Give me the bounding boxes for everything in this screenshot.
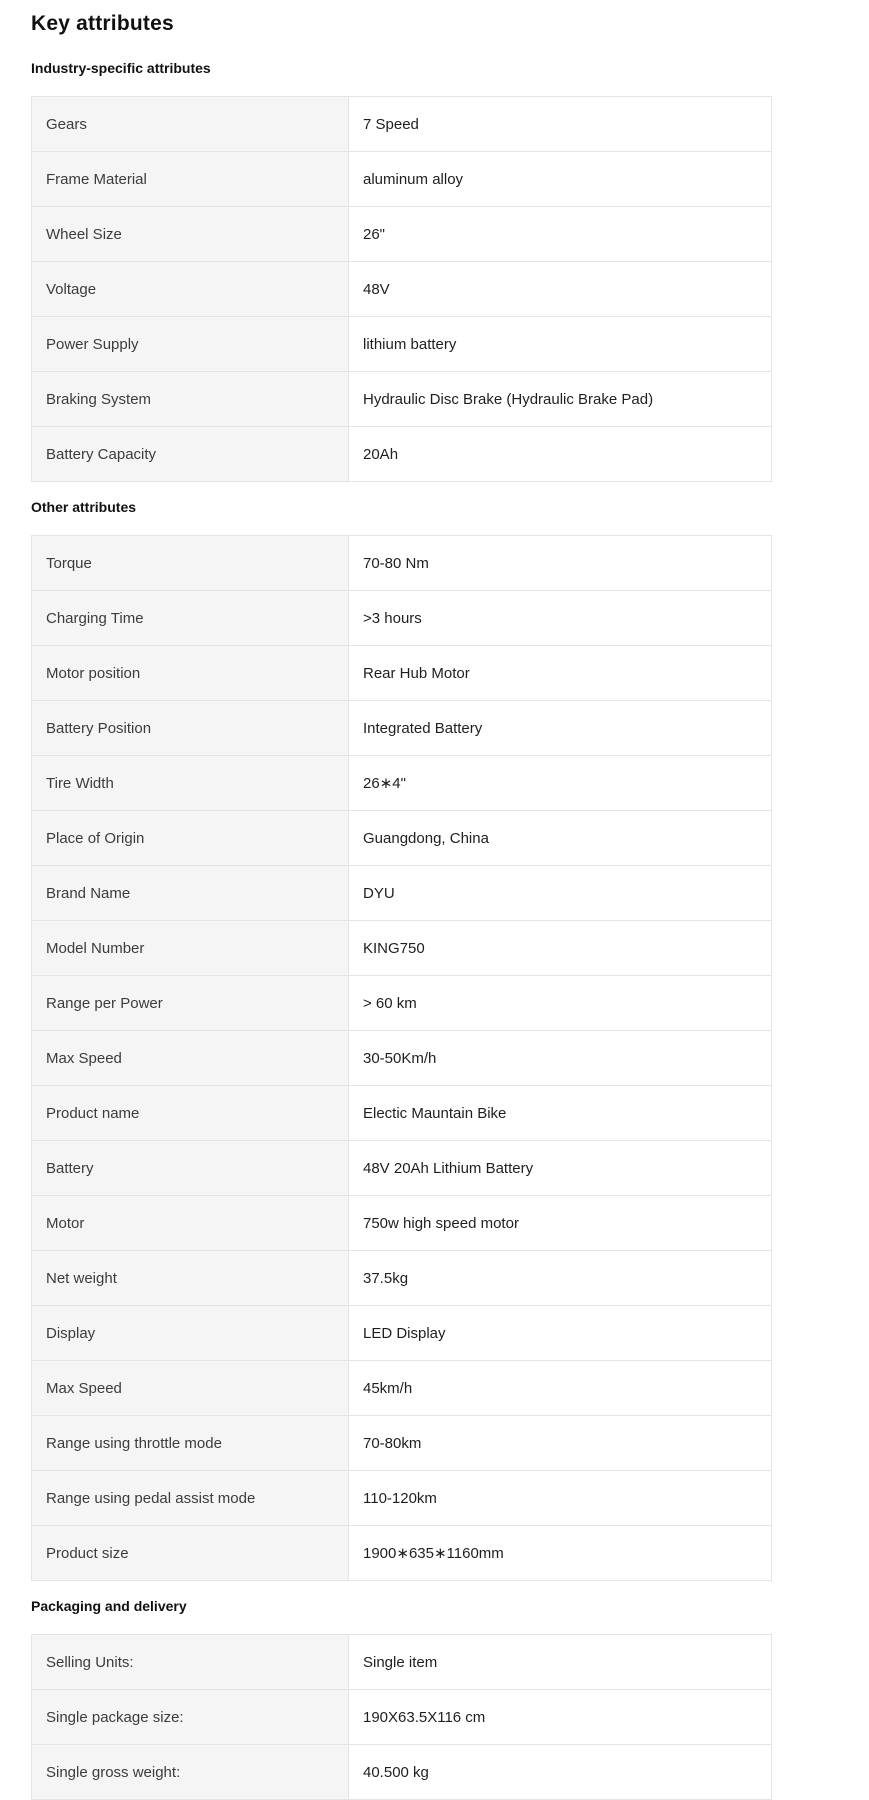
attribute-row xyxy=(32,591,772,646)
attribute-value-cell: 1900∗635∗1160mm xyxy=(349,1526,772,1581)
attribute-label-cell: Battery Position xyxy=(32,701,349,756)
attribute-label-cell: Power Supply xyxy=(32,317,349,372)
attribute-label-cell: Selling Units: xyxy=(32,1635,349,1690)
attribute-label-cell: Product name xyxy=(32,1086,349,1141)
attribute-row xyxy=(32,1196,772,1251)
section-heading: Packaging and delivery xyxy=(31,1598,187,1614)
attribute-value-cell: LED Display xyxy=(349,1306,772,1361)
attribute-label-cell: Battery xyxy=(32,1141,349,1196)
attribute-row xyxy=(32,1471,772,1526)
attribute-label-cell: Battery Capacity xyxy=(32,427,349,482)
attribute-label-cell: Range using throttle mode xyxy=(32,1416,349,1471)
attribute-row xyxy=(32,646,772,701)
attribute-row xyxy=(32,1141,772,1196)
attribute-value-cell: Electic Mauntain Bike xyxy=(349,1086,772,1141)
attribute-label-cell: Frame Material xyxy=(32,152,349,207)
section-packaging-and-delivery xyxy=(31,1598,772,1800)
section-heading: Industry-specific attributes xyxy=(31,60,211,76)
attribute-value-cell: 70-80km xyxy=(349,1416,772,1471)
attribute-label-cell: Max Speed xyxy=(32,1031,349,1086)
attribute-value-cell: 40.500 kg xyxy=(349,1745,772,1800)
attribute-label-cell: Product size xyxy=(32,1526,349,1581)
attribute-label-cell: Single gross weight: xyxy=(32,1745,349,1800)
attribute-label-cell: Gears xyxy=(32,97,349,152)
attribute-label-cell: Charging Time xyxy=(32,591,349,646)
attribute-label-cell: Range per Power xyxy=(32,976,349,1031)
attribute-row xyxy=(32,207,772,262)
attribute-sections xyxy=(31,60,772,1800)
attribute-label-cell: Max Speed xyxy=(32,1361,349,1416)
attribute-row xyxy=(32,976,772,1031)
attributes-table xyxy=(31,1634,772,1800)
attribute-label-cell: Torque xyxy=(32,536,349,591)
attribute-value-cell: 45km/h xyxy=(349,1361,772,1416)
attributes-table xyxy=(31,96,772,482)
attribute-label-cell: Model Number xyxy=(32,921,349,976)
attribute-value-cell: > 60 km xyxy=(349,976,772,1031)
attribute-value-cell: 26∗4" xyxy=(349,756,772,811)
attribute-value-cell: Rear Hub Motor xyxy=(349,646,772,701)
attribute-value-cell: 30-50Km/h xyxy=(349,1031,772,1086)
attributes-table xyxy=(31,535,772,1581)
attribute-label-cell: Motor xyxy=(32,1196,349,1251)
attribute-row xyxy=(32,701,772,756)
attribute-row xyxy=(32,1306,772,1361)
attribute-value-cell: 20Ah xyxy=(349,427,772,482)
attribute-row xyxy=(32,866,772,921)
attribute-row xyxy=(32,262,772,317)
page-title: Key attributes xyxy=(31,12,174,35)
attribute-value-cell: KING750 xyxy=(349,921,772,976)
attribute-label-cell: Tire Width xyxy=(32,756,349,811)
attribute-value-cell: 37.5kg xyxy=(349,1251,772,1306)
attribute-label-cell: Net weight xyxy=(32,1251,349,1306)
attribute-row xyxy=(32,1086,772,1141)
attribute-value-cell: Single item xyxy=(349,1635,772,1690)
attribute-value-cell: DYU xyxy=(349,866,772,921)
attribute-row xyxy=(32,1745,772,1800)
attribute-value-cell: aluminum alloy xyxy=(349,152,772,207)
key-attributes-panel xyxy=(31,12,772,1800)
attribute-row xyxy=(32,756,772,811)
attribute-value-cell: 48V 20Ah Lithium Battery xyxy=(349,1141,772,1196)
section-heading: Other attributes xyxy=(31,499,137,515)
attribute-value-cell: lithium battery xyxy=(349,317,772,372)
attribute-row xyxy=(32,317,772,372)
attribute-value-cell: 190X63.5X116 cm xyxy=(349,1690,772,1745)
attribute-value-cell: 48V xyxy=(349,262,772,317)
attribute-row xyxy=(32,921,772,976)
attribute-label-cell: Brand Name xyxy=(32,866,349,921)
attribute-row xyxy=(32,1690,772,1745)
attribute-row xyxy=(32,152,772,207)
attribute-label-cell: Place of Origin xyxy=(32,811,349,866)
attribute-row xyxy=(32,1416,772,1471)
attribute-value-cell: >3 hours xyxy=(349,591,772,646)
attribute-label-cell: Wheel Size xyxy=(32,207,349,262)
attribute-label-cell: Range using pedal assist mode xyxy=(32,1471,349,1526)
attribute-value-cell: Hydraulic Disc Brake (Hydraulic Brake Pad) xyxy=(349,372,772,427)
attribute-label-cell: Display xyxy=(32,1306,349,1361)
attribute-value-cell: 26" xyxy=(349,207,772,262)
attribute-label-cell: Motor position xyxy=(32,646,349,701)
attribute-row xyxy=(32,1251,772,1306)
attribute-row xyxy=(32,1635,772,1690)
attribute-row xyxy=(32,97,772,152)
attribute-row xyxy=(32,536,772,591)
attribute-label-cell: Braking System xyxy=(32,372,349,427)
attribute-value-cell: Guangdong, China xyxy=(349,811,772,866)
section-other-attributes xyxy=(31,499,772,1581)
attribute-value-cell: 750w high speed motor xyxy=(349,1196,772,1251)
attribute-row xyxy=(32,1031,772,1086)
attribute-row xyxy=(32,1361,772,1416)
attribute-value-cell: 70-80 Nm xyxy=(349,536,772,591)
section-industry-specific-attributes xyxy=(31,60,772,482)
attribute-row xyxy=(32,811,772,866)
attribute-row xyxy=(32,427,772,482)
attribute-row xyxy=(32,1526,772,1581)
attribute-label-cell: Voltage xyxy=(32,262,349,317)
attribute-value-cell: 7 Speed xyxy=(349,97,772,152)
attribute-label-cell: Single package size: xyxy=(32,1690,349,1745)
attribute-value-cell: Integrated Battery xyxy=(349,701,772,756)
attribute-row xyxy=(32,372,772,427)
attribute-value-cell: 110-120km xyxy=(349,1471,772,1526)
